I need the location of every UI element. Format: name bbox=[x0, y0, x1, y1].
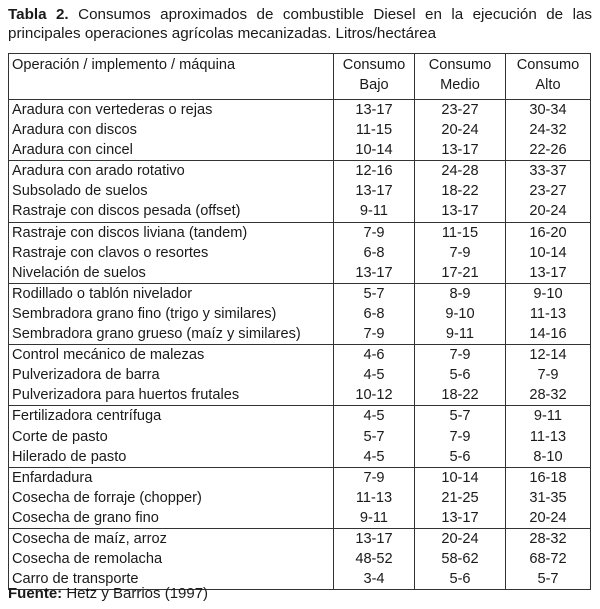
consumo-medio-cell: 9-10 bbox=[415, 304, 506, 324]
consumo-alto-cell: 16-18 bbox=[506, 467, 591, 488]
consumo-bajo-cell: 11-13 bbox=[334, 488, 415, 508]
operation-cell: Rastraje con discos pesada (offset) bbox=[9, 201, 334, 222]
consumo-medio-cell: 11-15 bbox=[415, 222, 506, 243]
consumo-bajo-cell: 13-17 bbox=[334, 263, 415, 284]
consumo-medio-cell: 58-62 bbox=[415, 549, 506, 569]
consumo-alto-cell: 9-10 bbox=[506, 283, 591, 304]
table-row bbox=[9, 243, 591, 263]
consumo-bajo-cell: 4-5 bbox=[334, 406, 415, 427]
consumo-alto-cell: 7-9 bbox=[506, 365, 591, 385]
operation-cell: Hilerado de pasto bbox=[9, 447, 334, 468]
table-row bbox=[9, 549, 591, 569]
consumo-medio-cell: 8-9 bbox=[415, 283, 506, 304]
operation-cell: Aradura con vertederas o rejas bbox=[9, 100, 334, 121]
consumo-alto-cell: 30-34 bbox=[506, 100, 591, 121]
consumo-medio-cell: 13-17 bbox=[415, 201, 506, 222]
consumo-bajo-cell: 5-7 bbox=[334, 283, 415, 304]
consumo-alto-cell: 5-7 bbox=[506, 569, 591, 590]
consumo-alto-cell: 16-20 bbox=[506, 222, 591, 243]
header-consumo-alto: Consumo Alto bbox=[506, 54, 591, 100]
operation-cell: Aradura con cincel bbox=[9, 140, 334, 161]
consumo-bajo-cell: 7-9 bbox=[334, 222, 415, 243]
table-row bbox=[9, 283, 591, 304]
consumo-bajo-cell: 4-5 bbox=[334, 447, 415, 468]
operation-cell: Sembradora grano fino (trigo y similares) bbox=[9, 304, 334, 324]
header-consumo-bajo: Consumo Bajo bbox=[334, 54, 415, 100]
consumo-bajo-cell: 3-4 bbox=[334, 569, 415, 590]
operation-cell: Pulverizadora de barra bbox=[9, 365, 334, 385]
table-row bbox=[9, 304, 591, 324]
consumo-alto-cell: 8-10 bbox=[506, 447, 591, 468]
consumo-alto-cell: 23-27 bbox=[506, 181, 591, 201]
consumo-alto-cell: 11-13 bbox=[506, 427, 591, 447]
operation-cell: Carro de transporte bbox=[9, 569, 334, 590]
operation-cell: Cosecha de forraje (chopper) bbox=[9, 488, 334, 508]
consumo-medio-cell: 7-9 bbox=[415, 243, 506, 263]
operation-cell: Rodillado o tablón nivelador bbox=[9, 283, 334, 304]
source-note bbox=[8, 585, 208, 603]
caption-text-1: Consumos aproximados de combustible Diesel en la ejecución de las bbox=[68, 6, 592, 23]
consumo-medio-cell: 17-21 bbox=[415, 263, 506, 284]
operation-cell: Corte de pasto bbox=[9, 427, 334, 447]
consumo-alto-cell: 9-11 bbox=[506, 406, 591, 427]
caption-label: Tabla 2. bbox=[8, 6, 69, 23]
consumo-bajo-cell: 9-11 bbox=[334, 201, 415, 222]
operation-cell: Aradura con arado rotativo bbox=[9, 161, 334, 182]
consumo-medio-cell: 5-6 bbox=[415, 447, 506, 468]
consumo-alto-cell: 11-13 bbox=[506, 304, 591, 324]
consumo-bajo-cell: 7-9 bbox=[334, 324, 415, 345]
consumo-medio-cell: 20-24 bbox=[415, 528, 506, 549]
consumo-medio-cell: 5-6 bbox=[415, 365, 506, 385]
table-row bbox=[9, 406, 591, 427]
consumo-medio-cell: 7-9 bbox=[415, 345, 506, 366]
consumo-medio-cell: 23-27 bbox=[415, 100, 506, 121]
operation-cell: Aradura con discos bbox=[9, 120, 334, 140]
consumo-medio-cell: 20-24 bbox=[415, 120, 506, 140]
consumo-medio-cell: 13-17 bbox=[415, 140, 506, 161]
operation-cell: Enfardadura bbox=[9, 467, 334, 488]
operation-cell: Rastraje con clavos o resortes bbox=[9, 243, 334, 263]
consumo-bajo-cell: 6-8 bbox=[334, 304, 415, 324]
consumo-bajo-cell: 9-11 bbox=[334, 508, 415, 529]
table-row bbox=[9, 447, 591, 468]
operation-cell: Cosecha de maíz, arroz bbox=[9, 528, 334, 549]
table-row bbox=[9, 161, 591, 182]
consumo-bajo-cell: 12-16 bbox=[334, 161, 415, 182]
consumo-alto-cell: 12-14 bbox=[506, 345, 591, 366]
consumo-medio-cell: 10-14 bbox=[415, 467, 506, 488]
consumo-bajo-cell: 13-17 bbox=[334, 181, 415, 201]
consumo-bajo-cell: 48-52 bbox=[334, 549, 415, 569]
source-text: Hetz y Barrios (1997) bbox=[62, 585, 209, 602]
consumo-medio-cell: 13-17 bbox=[415, 508, 506, 529]
table-row bbox=[9, 508, 591, 529]
consumo-bajo-cell: 10-12 bbox=[334, 385, 415, 406]
operation-cell: Cosecha de grano fino bbox=[9, 508, 334, 529]
operation-cell: Pulverizadora para huertos frutales bbox=[9, 385, 334, 406]
header-row bbox=[9, 54, 591, 100]
operation-cell: Control mecánico de malezas bbox=[9, 345, 334, 366]
consumo-medio-cell: 5-6 bbox=[415, 569, 506, 590]
table-caption bbox=[8, 5, 592, 43]
table-row bbox=[9, 345, 591, 366]
table-row bbox=[9, 528, 591, 549]
table-row bbox=[9, 385, 591, 406]
consumo-medio-cell: 24-28 bbox=[415, 161, 506, 182]
table-row bbox=[9, 365, 591, 385]
consumo-alto-cell: 20-24 bbox=[506, 201, 591, 222]
consumo-alto-cell: 14-16 bbox=[506, 324, 591, 345]
consumo-medio-cell: 9-11 bbox=[415, 324, 506, 345]
consumo-bajo-cell: 11-15 bbox=[334, 120, 415, 140]
table-row bbox=[9, 201, 591, 222]
consumo-alto-cell: 28-32 bbox=[506, 528, 591, 549]
caption-line-1 bbox=[8, 5, 592, 24]
caption-line-2: principales operaciones agrícolas mecanizadas. Litros/hectárea bbox=[8, 25, 437, 42]
consumo-alto-cell: 10-14 bbox=[506, 243, 591, 263]
consumo-bajo-cell: 13-17 bbox=[334, 528, 415, 549]
operation-cell: Subsolado de suelos bbox=[9, 181, 334, 201]
consumo-bajo-cell: 5-7 bbox=[334, 427, 415, 447]
operation-cell: Sembradora grano grueso (maíz y similares) bbox=[9, 324, 334, 345]
consumo-medio-cell: 18-22 bbox=[415, 181, 506, 201]
header-consumo-medio: Consumo Medio bbox=[415, 54, 506, 100]
table-row bbox=[9, 100, 591, 121]
consumo-bajo-cell: 13-17 bbox=[334, 100, 415, 121]
consumo-alto-cell: 22-26 bbox=[506, 140, 591, 161]
consumo-bajo-cell: 4-6 bbox=[334, 345, 415, 366]
table-row bbox=[9, 427, 591, 447]
table-row bbox=[9, 222, 591, 243]
table-row bbox=[9, 181, 591, 201]
operation-cell: Nivelación de suelos bbox=[9, 263, 334, 284]
operation-cell: Fertilizadora centrífuga bbox=[9, 406, 334, 427]
consumo-alto-cell: 28-32 bbox=[506, 385, 591, 406]
consumo-alto-cell: 13-17 bbox=[506, 263, 591, 284]
table-row bbox=[9, 120, 591, 140]
source-label: Fuente: bbox=[8, 585, 63, 602]
header-operation: Operación / implemento / máquina bbox=[9, 54, 334, 100]
consumo-bajo-cell: 6-8 bbox=[334, 243, 415, 263]
consumo-alto-cell: 68-72 bbox=[506, 549, 591, 569]
consumo-bajo-cell: 7-9 bbox=[334, 467, 415, 488]
fuel-consumption-table bbox=[8, 53, 591, 590]
consumo-bajo-cell: 10-14 bbox=[334, 140, 415, 161]
consumo-medio-cell: 18-22 bbox=[415, 385, 506, 406]
table-row bbox=[9, 140, 591, 161]
consumo-alto-cell: 31-35 bbox=[506, 488, 591, 508]
table-row bbox=[9, 324, 591, 345]
consumo-alto-cell: 24-32 bbox=[506, 120, 591, 140]
consumo-alto-cell: 20-24 bbox=[506, 508, 591, 529]
consumo-medio-cell: 7-9 bbox=[415, 427, 506, 447]
consumo-medio-cell: 5-7 bbox=[415, 406, 506, 427]
table-row bbox=[9, 467, 591, 488]
operation-cell: Cosecha de remolacha bbox=[9, 549, 334, 569]
table-row bbox=[9, 488, 591, 508]
consumo-alto-cell: 33-37 bbox=[506, 161, 591, 182]
table-row bbox=[9, 263, 591, 284]
table-body bbox=[9, 100, 591, 590]
consumo-bajo-cell: 4-5 bbox=[334, 365, 415, 385]
operation-cell: Rastraje con discos liviana (tandem) bbox=[9, 222, 334, 243]
consumo-medio-cell: 21-25 bbox=[415, 488, 506, 508]
